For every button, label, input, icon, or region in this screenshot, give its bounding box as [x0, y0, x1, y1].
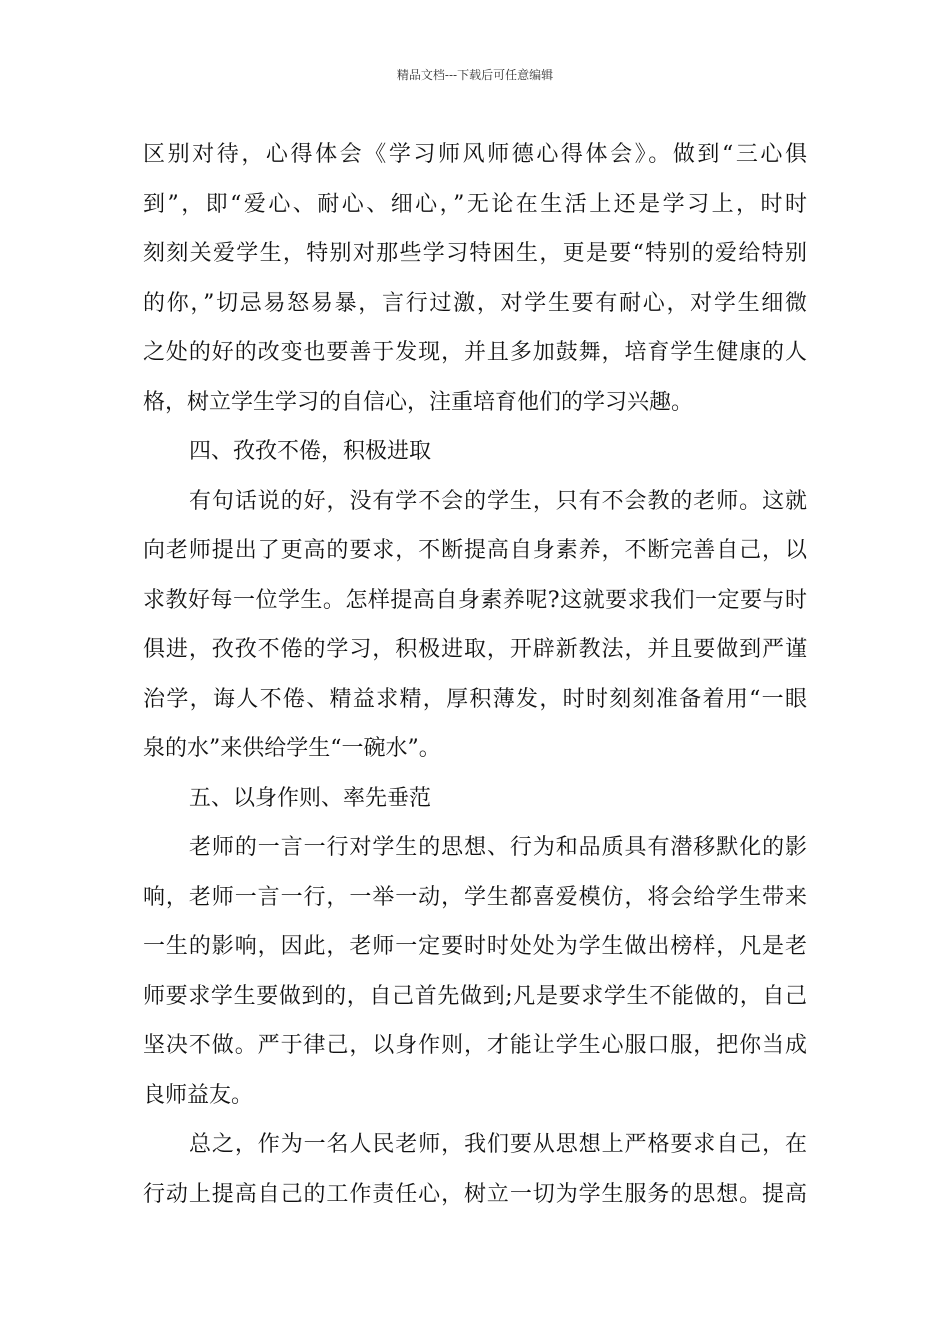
- text-line: 向老师提出了更高的要求，不断提高自身素养，不断完善自己，以: [143, 538, 807, 563]
- text-line: 之处的好的改变也要善于发现，并且多加鼓舞，培育学生健康的人: [143, 340, 807, 365]
- text-line: 一生的影响，因此，老师一定要时时处处为学生做出榜样，凡是老: [143, 934, 807, 959]
- page-header: 精品文档---下载后可任意编辑: [396, 68, 554, 82]
- text-line: 刻刻关爱学生，特别对那些学习特困生，更是要“特别的爱给特别: [143, 241, 807, 266]
- text-line: 格，树立学生学习的自信心，注重培育他们的学习兴趣。: [143, 389, 694, 415]
- text-line: 到”，即“爱心、耐心、细心，”无论在生活上还是学习上，时时: [143, 191, 807, 217]
- text-line: 总之，作为一名人民老师，我们要从思想上严格要求自己，在: [189, 1132, 807, 1157]
- text-line: 师要求学生要做到的，自己首先做到;凡是要求学生不能做的，自己: [143, 983, 807, 1009]
- paragraph-1: [143, 130, 807, 427]
- text-line: 有句话说的好，没有学不会的学生，只有不会教的老师。这就: [189, 488, 807, 514]
- text-line: 坚决不做。严于律己，以身作则，才能让学生心服口服，把你当成: [143, 1033, 807, 1058]
- section-heading-4: 四、孜孜不倦，积极进取: [189, 439, 432, 464]
- section-heading-5: 五、以身作则、率先垂范: [189, 785, 432, 811]
- paragraph-2: [143, 477, 807, 774]
- text-line: 区别对待，心得体会《学习师风师德心得体会》。做到“三心俱: [143, 142, 807, 167]
- paragraph-3: [143, 823, 807, 1120]
- text-line: 响，老师一言一行，一举一动，学生都喜爱模仿，将会给学生带来: [143, 884, 807, 910]
- paragraph-4: [143, 1120, 807, 1219]
- document-body: [143, 130, 807, 1219]
- text-line: 行动上提高自己的工作责任心，树立一切为学生服务的思想。提高: [143, 1181, 807, 1207]
- text-line: 良师益友。: [143, 1082, 254, 1108]
- text-line: 求教好每一位学生。怎样提高自身素养呢?这就要求我们一定要与时: [143, 587, 807, 613]
- text-line: 老师的一言一行对学生的思想、行为和品质具有潜移默化的影: [189, 835, 807, 860]
- text-line: 泉的水”来供给学生“一碗水”。: [143, 736, 441, 761]
- text-line: 俱进，孜孜不倦的学习，积极进取，开辟新教法，并且要做到严谨: [143, 637, 807, 662]
- text-line: 治学，诲人不倦、精益求精，厚积薄发，时时刻刻准备着用“一眼: [143, 686, 807, 712]
- text-line: 的你，”切忌易怒易暴，言行过激，对学生要有耐心，对学生细微: [143, 290, 807, 316]
